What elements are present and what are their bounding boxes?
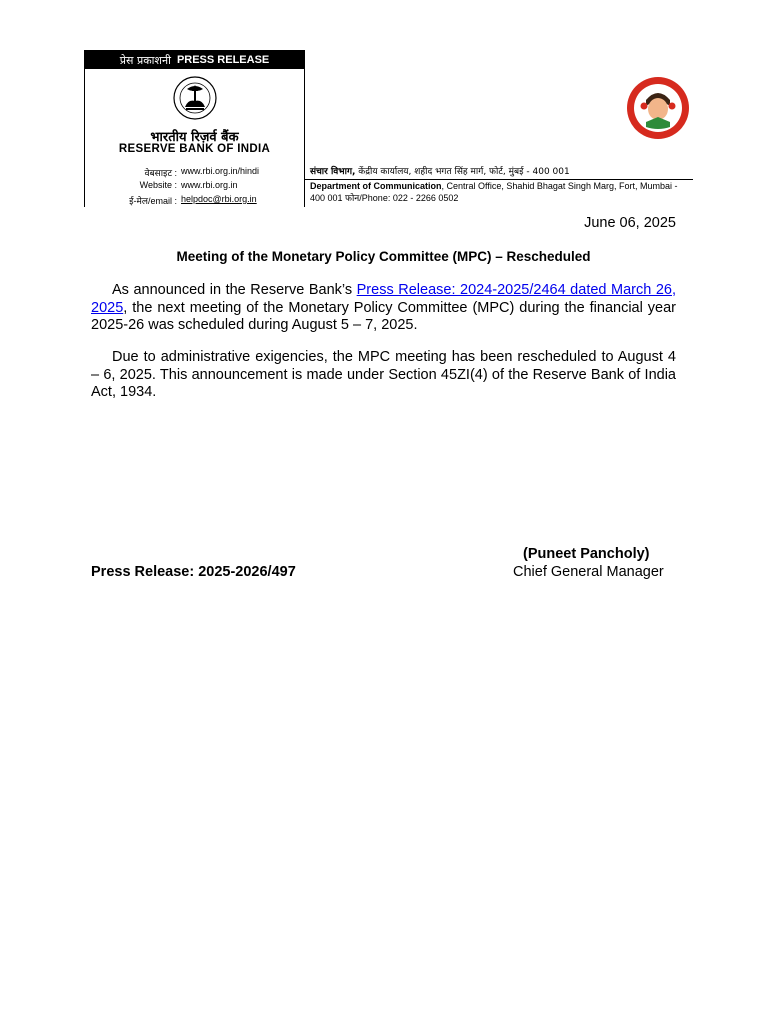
press-release-number: Press Release: 2025-2026/497 xyxy=(91,564,296,580)
paragraph-1-rest: , the next meeting of the Monetary Policy Committee (MPC) during the financial year 2025-26 was scheduled during August 5 – 7, 2025. xyxy=(91,299,676,333)
signer-name: (Puneet Pancholy) xyxy=(523,546,650,562)
contact-value[interactable]: helpdoc@rbi.org.in xyxy=(181,194,257,204)
department-english xyxy=(310,180,680,204)
paragraph-1 xyxy=(91,282,676,335)
contact-value[interactable]: www.rbi.org.in/hindi xyxy=(181,166,260,176)
department-english-rest: , Central Office, Shahid Bhagat Singh Marg, Fort, Mumbai - 400 001 फोन/Phone: 022 - 2266 0502 xyxy=(310,181,678,203)
bank-name-hindi: भारतीय रिज़र्व बैंक xyxy=(150,130,239,145)
press-release-bar xyxy=(85,51,304,69)
department-hindi xyxy=(310,164,570,177)
contact-value[interactable]: www.rbi.org.in xyxy=(181,180,238,190)
paragraph-2: Due to administrative exigencies, the MPC meeting has been rescheduled to August 4 – 6, 2025. This announcement is made under Section 45ZI(4) of the Reserve Bank of India Act, 1934. xyxy=(91,349,676,400)
press-release-hindi: प्रेस प्रकाशनी xyxy=(119,53,171,67)
bank-name-english: RESERVE BANK OF INDIA xyxy=(118,143,271,155)
press-release-english: PRESS RELEASE xyxy=(176,54,270,66)
department-english-bold: Department of Communication xyxy=(310,181,442,191)
contact-label: वेबसाइट : xyxy=(144,168,177,178)
department-hindi-rest: केंद्रीय कार्यालय, शहीद भगत सिंह मार्ग, फोर्ट, मुंबई - 400 001 xyxy=(355,167,570,177)
press-release-link[interactable]: Press Release: 2024-2025/2464 dated March 26, 2025 xyxy=(91,282,676,316)
department-hindi-bold: संचार विभाग, xyxy=(310,167,356,177)
document-date: June 06, 2025 xyxy=(584,215,676,231)
contact-label: Website : xyxy=(139,180,177,190)
contact-label: ई-मेल/email : xyxy=(129,196,177,206)
signer-title: Chief General Manager xyxy=(513,564,664,580)
paragraph-1-intro: As announced in the Reserve Bank’s xyxy=(112,282,357,298)
document-title: Meeting of the Monetary Policy Committee (MPC) – Rescheduled xyxy=(176,249,591,264)
beti-bachao-logo-icon xyxy=(626,76,690,140)
rbi-seal-icon xyxy=(172,75,218,121)
letterhead-box xyxy=(84,50,305,207)
